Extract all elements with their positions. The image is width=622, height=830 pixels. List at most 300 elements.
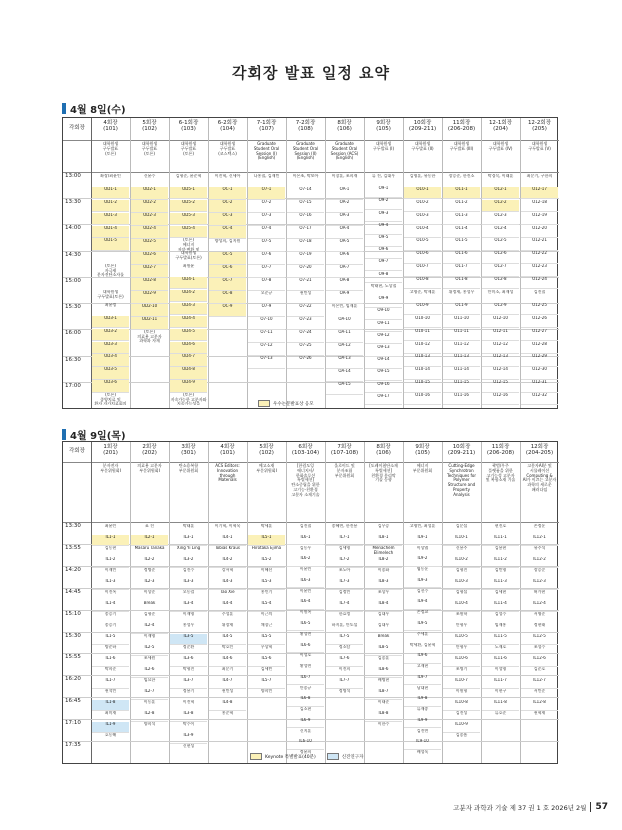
- chair-or-speaker: 김용현: [494, 546, 507, 550]
- chair-or-speaker: 송승기: [104, 612, 117, 616]
- chair-or-speaker: 조상우: [377, 590, 390, 594]
- chair-or-speaker: 정소담: [338, 645, 351, 649]
- presentation-code: O7-9: [248, 304, 285, 317]
- chair-or-speaker: 김성수: [494, 612, 507, 616]
- presentation-code: IL12-5: [521, 634, 558, 645]
- presentation-code: IL9-10: [404, 739, 441, 749]
- chair-or-speaker: 김세영: [338, 546, 351, 550]
- presentation-code: IL8-8: [365, 711, 402, 722]
- presentation-code: IL3-4: [170, 601, 207, 612]
- time-label: 15:00: [65, 277, 81, 284]
- presentation-code: O11-5: [443, 238, 480, 250]
- presentation-code: O11-3: [443, 213, 480, 225]
- presentation-code: OD2-6: [131, 252, 168, 265]
- chair-or-speaker: 서영준: [533, 612, 546, 616]
- presentation-code: IL8-1: [365, 535, 402, 546]
- presentation-code: O10-9: [404, 303, 441, 315]
- presentation-code: O7-22: [287, 304, 324, 317]
- presentation-code: O12-22: [521, 251, 558, 263]
- presentation-code: O7-3: [248, 213, 285, 226]
- presentation-code: O7-2: [248, 200, 285, 213]
- presentation-code: O11-4: [443, 226, 480, 238]
- presentation-code: OC-1: [209, 187, 246, 200]
- presentation-code: IL2-2: [131, 557, 168, 568]
- chair-or-speaker: 임요한: [143, 678, 156, 682]
- chair-or-speaker: 이창훈, 조희재: [331, 174, 358, 178]
- chair-or-speaker: Xing Yi Ling: [176, 546, 201, 550]
- chair-or-speaker: 고영민, 최성훈: [409, 524, 436, 528]
- chair-or-speaker: Tobias Kraus: [214, 546, 240, 550]
- presentation-code: IL9-2: [404, 556, 441, 566]
- presentation-code: O7-7: [248, 265, 285, 278]
- presentation-code: O12-3: [482, 213, 519, 225]
- chair-or-speaker: 김진연: [416, 728, 429, 733]
- presentation-code: O11-1: [443, 187, 480, 199]
- chair-or-speaker: 박희준: [104, 667, 117, 671]
- chair-or-speaker: 김진철: [299, 524, 312, 528]
- session-subject: 대학원생 구두발표 (토론): [102, 141, 119, 156]
- presentation-code: IL6-2: [287, 556, 324, 566]
- presentation-code: IL10-4: [443, 601, 480, 612]
- room-header: 8회장 (106): [337, 120, 352, 133]
- presentation-code: IL4-4: [209, 601, 246, 612]
- presentation-code: IL8-7: [365, 689, 402, 700]
- presentation-code: IL9-9: [404, 718, 441, 728]
- chair-or-speaker: 정병준: [143, 568, 156, 572]
- presentation-code: O12-7: [482, 264, 519, 276]
- chair-or-speaker: 이종화: [377, 568, 390, 572]
- presentation-code: O7-14: [287, 187, 324, 200]
- presentation-code: OA-5: [326, 239, 363, 252]
- chair-or-speaker: (토론) 지속가능한 고분자와 지속가능성을: [170, 393, 207, 406]
- presentation-code: OD1-4: [92, 226, 129, 238]
- chair-or-speaker: 손정운: [533, 524, 546, 528]
- presentation-code: IL5-1: [248, 535, 285, 546]
- day1-schedule-table: [62, 117, 558, 409]
- chair-or-speaker: 최원윤: [182, 264, 195, 269]
- legend-swatch-blue: [327, 753, 339, 760]
- presentation-code: O11-16: [443, 393, 480, 405]
- presentation-code: O10-5: [404, 238, 441, 250]
- chair-or-speaker: 정현태: [533, 623, 546, 627]
- chair-or-speaker: 김영훈, 유동한: [409, 174, 436, 178]
- presentation-code: OD3-4: [92, 354, 129, 366]
- chair-or-speaker: 김문섭: [455, 524, 468, 528]
- time-label: 14:45: [65, 588, 81, 595]
- presentation-code: O10-12: [404, 342, 441, 354]
- presentation-code: OA-14: [326, 369, 363, 382]
- chair-or-speaker: 고재현: [416, 664, 429, 669]
- presentation-code: IL9-3: [404, 578, 441, 588]
- subject-divider: [63, 522, 559, 523]
- presentation-code: IL12-7: [521, 678, 558, 689]
- presentation-code: IL12-4: [521, 601, 558, 612]
- presentation-code: O10-15: [404, 380, 441, 392]
- presentation-code: O11-10: [443, 316, 480, 328]
- presentation-code: OD2-7: [131, 265, 168, 278]
- presentation-code: OD1-1: [92, 187, 129, 199]
- chair-or-speaker: 김선수: [416, 588, 429, 593]
- legend-swatch-yellow: [258, 400, 270, 407]
- presentation-code: OD4-2: [170, 290, 207, 302]
- session-subject: 대학원생 구두발표 (II): [411, 141, 434, 151]
- chair-or-speaker: 양성희, 김지원: [214, 239, 241, 243]
- presentation-code: OD4-1: [170, 277, 207, 289]
- chair-or-speaker: 염동운: [416, 567, 429, 572]
- chair-or-speaker: 안미소, 최재성: [487, 290, 514, 294]
- presentation-code: IL4-5: [209, 634, 246, 645]
- chair-or-speaker: 이진혁, 신세아: [214, 174, 241, 178]
- chair-or-speaker: Hirotaka Ejima: [251, 546, 282, 550]
- presentation-code: OD4-4: [170, 316, 207, 328]
- presentation-code: O10-8: [404, 277, 441, 289]
- presentation-code: OD1-5: [92, 238, 129, 250]
- chair-or-speaker: 좌장/최윤인: [100, 174, 121, 178]
- chair-or-speaker: 이현구: [494, 689, 507, 693]
- room-header: 7-1회장 (107): [256, 120, 277, 133]
- presentation-code: O7-16: [287, 213, 324, 226]
- presentation-code: IL6-1: [287, 535, 324, 545]
- chair-or-speaker: 김민영: [494, 568, 507, 572]
- presentation-code: OA-11: [326, 330, 363, 343]
- chair-or-speaker: 권민성: [299, 291, 312, 295]
- presentation-code: O9-7: [365, 259, 402, 271]
- chair-or-speaker: 김진수: [182, 568, 195, 572]
- day1-heading: [62, 101, 126, 116]
- chair-or-speaker: 이성영: [494, 667, 507, 671]
- session-subject: 대학원생 구두발표 (I): [372, 141, 395, 151]
- presentation-code: IL5-3: [248, 579, 285, 590]
- chair-or-speaker: 최미재: [104, 711, 117, 715]
- presentation-code: O12-17: [521, 187, 558, 199]
- presentation-code: IL2-3: [131, 579, 168, 590]
- presentation-code: IL10-8: [443, 700, 480, 711]
- presentation-code: O7-8: [248, 278, 285, 291]
- chair-or-speaker: 김우승: [377, 524, 390, 528]
- room-header: 6회장 (103-104): [291, 444, 320, 457]
- chair-or-speaker: 이재영: [143, 634, 156, 638]
- chair-or-speaker: 양희민: [260, 689, 273, 693]
- room-header: 11회장 (206-208): [447, 120, 476, 133]
- presentation-code: O12-32: [521, 393, 558, 405]
- time-label: 13:30: [65, 199, 81, 206]
- presentation-code: OC-8: [209, 291, 246, 304]
- chair-or-speaker: 정순환: [182, 645, 195, 649]
- chair-or-speaker: 이기혁, 이혁욱: [214, 524, 241, 528]
- presentation-code: IL3-8: [170, 711, 207, 722]
- presentation-code: OD3-6: [92, 380, 129, 392]
- presentation-code: IL2-7: [131, 689, 168, 700]
- page-footer: [453, 802, 608, 812]
- chair-or-speaker: 이진옥: [104, 590, 117, 594]
- chair-or-speaker: 이혜선: [260, 568, 273, 572]
- presentation-code: IL10-7: [443, 678, 480, 689]
- room-header: 4회장 (101): [103, 120, 118, 133]
- session-subject: Cutting-Edge Synchrotron Techniques for Polymer Structure and Property Analysis: [447, 463, 476, 497]
- chair-or-speaker: 배성욱: [416, 750, 429, 755]
- chair-or-speaker: 대학원생 구두발표(토론): [97, 290, 124, 299]
- chair-or-speaker: 고영준, 박제훈: [409, 290, 436, 294]
- presentation-code: IL1-5: [92, 634, 129, 645]
- chair-or-speaker: 김진철: [533, 290, 546, 294]
- presentation-code: OC-4: [209, 226, 246, 239]
- chair-or-speaker: 김동현: [104, 546, 117, 550]
- chair-or-speaker: 안종규: [299, 685, 312, 690]
- presentation-code: IL6-4: [287, 599, 324, 609]
- chair-or-speaker: 남대현: [416, 685, 429, 690]
- presentation-code: OD1-3: [92, 213, 129, 225]
- chair-or-speaker: 김형준: [143, 612, 156, 616]
- room-header: 12-1회장 (204): [488, 120, 513, 133]
- chair-or-speaker: [92, 277, 129, 289]
- presentation-code: OD4-9: [170, 380, 207, 392]
- presentation-code: IL7-7: [326, 678, 363, 689]
- legend-award: [258, 400, 314, 407]
- presentation-code: IL1-2: [92, 557, 129, 568]
- presentation-code: IL9-1: [404, 535, 441, 545]
- presentation-code: OD2-8: [131, 278, 168, 291]
- presentation-code: IL1-4: [92, 601, 129, 612]
- presentation-code: O9-16: [365, 382, 402, 394]
- presentation-code: OD2-9: [131, 291, 168, 304]
- presentation-code: IL2-5: [131, 645, 168, 656]
- chair-or-speaker: 류재송: [416, 707, 429, 712]
- presentation-code: OD3-2: [92, 329, 129, 341]
- presentation-code: OD2-11: [131, 317, 168, 330]
- chair-or-speaker: 김소현: [299, 707, 312, 712]
- chair-or-speaker: 권혁제: [533, 711, 546, 715]
- session-subject: ACS Editors: Innovation through Materials: [215, 463, 240, 483]
- time-label: 13:55: [65, 544, 81, 551]
- presentation-code: OA-9: [326, 291, 363, 304]
- chair-or-speaker: 위장제: [221, 623, 234, 627]
- chair-or-speaker: 박호인: [221, 645, 234, 649]
- chair-or-speaker: 류호준: [494, 711, 507, 715]
- time-label: 16:20: [65, 676, 81, 683]
- chair-or-speaker: 조세원: [143, 656, 156, 660]
- chair-or-speaker: 류 진, 김대우: [371, 174, 396, 178]
- presentation-code: IL12-2: [521, 557, 558, 568]
- chair-or-speaker: 이은조, 박보아: [292, 174, 319, 178]
- presentation-code: O7-18: [287, 239, 324, 252]
- presentation-code: OD3-5: [92, 367, 129, 379]
- presentation-code: IL4-1: [209, 535, 246, 546]
- presentation-code: IL12-6: [521, 656, 558, 667]
- presentation-code: O7-6: [248, 252, 285, 265]
- time-label: 15:55: [65, 654, 81, 661]
- time-label: 14:20: [65, 566, 81, 573]
- presentation-code: O9-10: [365, 308, 402, 320]
- chair-or-speaker: 김준호: [533, 667, 546, 671]
- chair-or-speaker: (토론) 의료용 고분자 과학과 자재: [137, 330, 162, 343]
- presentation-code: IL9-5: [404, 621, 441, 631]
- time-label: 17:35: [65, 742, 81, 749]
- presentation-code: O9-8: [365, 272, 402, 284]
- presentation-code: OA-2: [326, 200, 363, 213]
- chair-or-speaker: 이근의: [260, 612, 273, 616]
- chair-or-speaker: 장승준, 한진소: [448, 174, 475, 178]
- presentation-code: IL3-1: [170, 535, 207, 546]
- chair-or-speaker: 박형진: [182, 667, 195, 671]
- presentation-code: O12-12: [482, 342, 519, 354]
- chair-or-speaker: 김형준, 윤준혁: [175, 174, 202, 178]
- presentation-code: O12-15: [482, 380, 519, 392]
- room-header: 5회장 (102): [259, 444, 274, 457]
- presentation-code: O7-11: [248, 330, 285, 343]
- presentation-code: O12-31: [521, 380, 558, 392]
- chair-or-speaker: 하지훈, 안도섭: [331, 623, 358, 627]
- presentation-code: O12-16: [482, 393, 519, 405]
- chair-or-speaker: 배병현: [377, 678, 390, 682]
- room-header: 12-2회장 (205): [527, 120, 552, 133]
- presentation-code: O11-8: [443, 277, 480, 289]
- chair-or-speaker: 현진호: [494, 524, 507, 528]
- presentation-code: O12-6: [482, 251, 519, 263]
- presentation-code: O7-21: [287, 278, 324, 291]
- presentation-code: O11-7: [443, 264, 480, 276]
- chair-or-speaker: 한효정: [338, 612, 351, 616]
- presentation-code: O9-14: [365, 357, 402, 369]
- chair-or-speaker: 김세현: [494, 590, 507, 594]
- chair-or-speaker: 박태현, 노상철: [370, 283, 397, 288]
- presentation-code: IL4-6: [209, 656, 246, 667]
- chair-or-speaker: 위정제, 홍성우: [448, 290, 475, 294]
- presentation-code: IL9-7: [404, 675, 441, 685]
- legend-young-label: 신진연구자: [341, 754, 364, 760]
- presentation-code: IL1-1: [92, 535, 129, 546]
- chair-or-speaker: 김종흠: [455, 733, 468, 737]
- chair-or-speaker: 채창근: [260, 623, 273, 627]
- presentation-code: O9-6: [365, 247, 402, 259]
- presentation-code: OD2-5: [131, 239, 168, 252]
- session-subject: 분자전자 부문위원회I: [100, 463, 121, 473]
- presentation-code: O10-1: [404, 187, 441, 199]
- presentation-code: O10-13: [404, 354, 441, 366]
- presentation-code: IL12-8: [521, 700, 558, 711]
- chair-or-speaker: 송승기: [104, 623, 117, 627]
- chair-or-speaker: 주세훈: [416, 631, 429, 636]
- room-header: 4회장 (101): [220, 444, 235, 457]
- chair-or-speaker: (토론) 종양치료 및 환자 자가치료회의: [94, 393, 127, 406]
- chair-or-speaker: 홍순혁: [221, 711, 234, 715]
- chair-or-speaker: 최윤인: [104, 524, 117, 528]
- room-header: 3회장 (301): [181, 444, 196, 457]
- time-label: 15:30: [65, 304, 81, 311]
- presentation-code: IL2-4: [131, 623, 168, 634]
- presentation-code: IL6-5: [287, 621, 324, 631]
- chair-or-speaker: 이원록: [299, 610, 312, 615]
- presentation-code: O7-13: [248, 356, 285, 369]
- room-header: 11회장 (206-208): [486, 444, 515, 457]
- chair-or-speaker: 조노아: [338, 568, 351, 572]
- presentation-code: OD3-3: [92, 342, 129, 354]
- presentation-code: IL1-7: [92, 678, 129, 689]
- presentation-code: IL11-1: [482, 535, 519, 546]
- presentation-code: O11-14: [443, 367, 480, 379]
- room-header: 6-1회장 (103): [178, 120, 199, 133]
- presentation-code: O9-5: [365, 235, 402, 247]
- presentation-code: O12-25: [521, 303, 558, 315]
- presentation-code: O7-15: [287, 200, 324, 213]
- presentation-code: OD4-8: [170, 367, 207, 379]
- presentation-code: O11-9: [443, 303, 480, 315]
- room-header: 10회장 (209-211): [408, 120, 437, 133]
- chair-or-speaker: 권석민: [104, 689, 117, 693]
- presentation-code: OD2-1: [131, 187, 168, 200]
- presentation-code: O9-3: [365, 211, 402, 223]
- presentation-code: OD5-4: [170, 226, 207, 238]
- day1-heading-text: 4월 8일(수): [70, 105, 126, 116]
- presentation-code: IL5-7: [248, 678, 285, 689]
- presentation-code: OD1-2: [92, 200, 129, 212]
- presentation-code: IL11-3: [482, 579, 519, 590]
- chair-or-speaker: 안형우: [455, 645, 468, 649]
- session-subject: [도레이첨단소재 특별세션] 친환경 분리막 기술 동향: [369, 463, 398, 483]
- chair-or-speaker: 김종훈: [377, 656, 390, 660]
- presentation-code: IL11-6: [482, 656, 519, 667]
- presentation-code: O10-4: [404, 226, 441, 238]
- chair-or-speaker: 이상엽: [416, 545, 429, 550]
- presentation-code: IL5-2: [248, 557, 285, 568]
- chair-or-speaker: 김세빈: [260, 667, 273, 671]
- presentation-code: IL8-4: [365, 601, 402, 612]
- chair-or-speaker: 장승순: [533, 568, 546, 572]
- chair-or-speaker: Break: [143, 601, 156, 605]
- presentation-code: IL8-6: [365, 667, 402, 678]
- subject-divider: [63, 172, 559, 173]
- session-subject: Graduate Student Oral Session (ACS) (English): [330, 141, 359, 161]
- time-label: 15:10: [65, 610, 81, 617]
- session-subject: 탄소융복합 부문위원회: [178, 463, 199, 473]
- presentation-code: O10-3: [404, 213, 441, 225]
- presentation-code: IL11-7: [482, 678, 519, 689]
- presentation-code: IL10-9: [443, 722, 480, 733]
- chair-or-speaker: 송혜연, 한진용: [331, 524, 358, 528]
- chair-or-speaker: 신지훈: [299, 728, 312, 733]
- chair-or-speaker: 이상준: [143, 590, 156, 594]
- chair-or-speaker: 이태준: [377, 700, 390, 704]
- presentation-code: OC-7: [209, 278, 246, 291]
- presentation-code: O7-5: [248, 239, 285, 252]
- chair-or-speaker: 신용주: [455, 546, 468, 550]
- presentation-code: OA-12: [326, 343, 363, 356]
- presentation-code: O9-2: [365, 198, 402, 210]
- presentation-code: O11-2: [443, 200, 480, 212]
- room-header: 7회장 (107-108): [330, 444, 359, 457]
- time-label: 16:45: [65, 698, 81, 705]
- presentation-code: O9-13: [365, 345, 402, 357]
- chair-or-speaker: 오준규: [260, 291, 273, 295]
- presentation-code: IL9-8: [404, 696, 441, 706]
- presentation-code: O7-20: [287, 265, 324, 278]
- presentation-code: OD5-2: [170, 200, 207, 212]
- presentation-code: O10-10: [404, 316, 441, 328]
- legend-award-label: 우수논문발표상 응모: [273, 401, 314, 407]
- chair-or-speaker: 황성연: [299, 631, 312, 636]
- presentation-code: O12-29: [521, 354, 558, 366]
- chair-or-speaker: 이동훈: [143, 700, 156, 704]
- room-header: 12회장 (204-205): [525, 444, 554, 457]
- presentation-code: IL3-9: [170, 733, 207, 744]
- chair-or-speaker: 이재영: [182, 612, 195, 616]
- chair-or-speaker: 최윤정: [104, 302, 117, 307]
- presentation-code: IL4-7: [209, 678, 246, 689]
- presentation-code: OC-9: [209, 304, 246, 317]
- presentation-code: OD4-3: [170, 303, 207, 315]
- chair-or-speaker: 이은민, 임재훈: [331, 304, 358, 308]
- chair-or-speaker: 이원형: [455, 689, 468, 693]
- room-header: 6-2회장 (104): [217, 120, 238, 133]
